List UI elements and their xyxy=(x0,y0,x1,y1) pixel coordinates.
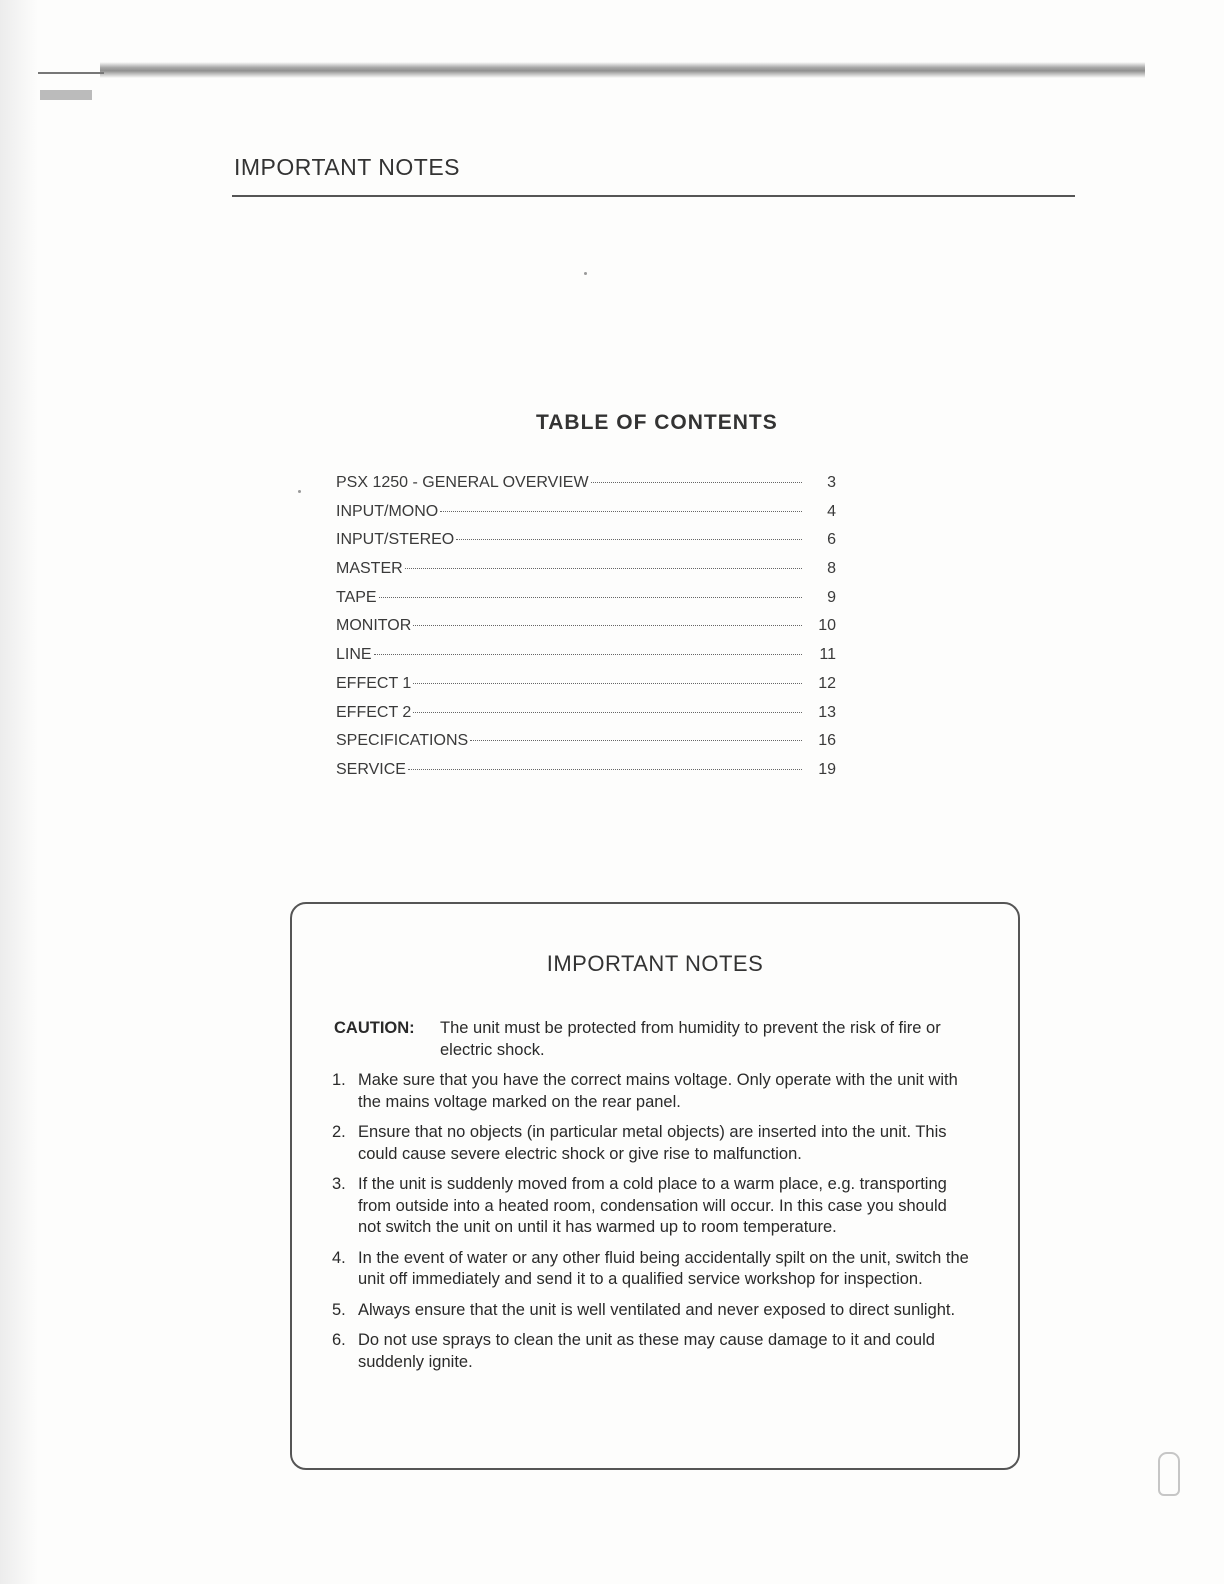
toc-entry[interactable] xyxy=(336,617,836,646)
binding-clip-mark xyxy=(1158,1452,1180,1496)
toc-entry[interactable] xyxy=(336,474,836,503)
list-item xyxy=(332,1070,972,1113)
toc-entry[interactable] xyxy=(336,531,836,560)
toc-leader xyxy=(470,740,802,741)
toc-entry-page: 16 xyxy=(818,732,836,750)
toc-entry-label: MASTER xyxy=(336,560,403,578)
list-item-text: If the unit is suddenly moved from a cold place to a warm place, e.g. transporting from outside into a heated room, condensation will occur. In this case you should not switch the unit on until it has warmed up to room temperature. xyxy=(358,1175,947,1236)
list-item xyxy=(332,1248,972,1291)
list-item-text: Always ensure that the unit is well ventilated and never exposed to direct sunlight. xyxy=(358,1300,956,1319)
list-item-number: 6. xyxy=(332,1331,346,1349)
caution-statement xyxy=(334,1017,974,1061)
toc-entry-page: 10 xyxy=(818,617,836,635)
toc-entry-label: TAPE xyxy=(336,588,377,606)
toc-entry-page: 6 xyxy=(827,531,836,549)
toc-entry-page: 12 xyxy=(818,674,836,692)
caution-label: CAUTION: xyxy=(334,1019,415,1037)
page-title: IMPORTANT NOTES xyxy=(234,154,461,180)
list-item xyxy=(332,1174,972,1239)
important-notes-box xyxy=(290,902,1020,1470)
toc-leader xyxy=(456,539,802,540)
toc-leader xyxy=(379,597,802,598)
caution-text: The unit must be protected from humidity to prevent the risk of fire or electric shock. xyxy=(440,1019,941,1059)
toc-entry[interactable] xyxy=(336,560,836,589)
toc-leader xyxy=(413,712,802,713)
list-item-text: In the event of water or any other fluid being accidentally spilt on the unit, switch the unit off immediately and send it to a qualified service workshop for inspection. xyxy=(358,1248,969,1288)
toc-leader xyxy=(405,568,802,569)
toc-entry-label: EFFECT 2 xyxy=(336,703,412,721)
toc-entry[interactable] xyxy=(336,675,836,704)
scan-speck xyxy=(584,272,587,275)
toc-entry[interactable] xyxy=(336,589,836,618)
toc-entry-label: MONITOR xyxy=(336,617,412,635)
scan-speck xyxy=(298,490,301,493)
list-item-text: Ensure that no objects (in particular metal objects) are inserted into the unit. This could cause severe electric shock or give rise to malfunction. xyxy=(358,1123,947,1163)
toc-entry[interactable] xyxy=(336,704,836,733)
toc-entry-label: SPECIFICATIONS xyxy=(336,732,469,750)
toc-leader xyxy=(591,482,802,483)
toc-leader xyxy=(413,625,802,626)
list-item-number: 5. xyxy=(332,1300,346,1319)
toc-entry-label: SERVICE xyxy=(336,760,406,778)
toc-entry[interactable] xyxy=(336,503,836,532)
toc-entry-page: 13 xyxy=(818,703,836,721)
toc-entry-page: 11 xyxy=(819,646,836,664)
title-underline xyxy=(232,195,1075,197)
notes-list xyxy=(332,1070,972,1382)
toc-entry-page: 8 xyxy=(827,560,836,578)
scan-edge-shadow xyxy=(0,0,38,1584)
toc-entry-label: EFFECT 1 xyxy=(336,674,412,692)
list-item-text: Do not use sprays to clean the unit as these may cause damage to it and could suddenly ignite. xyxy=(358,1331,935,1371)
toc-entry-label: PSX 1250 - GENERAL OVERVIEW xyxy=(336,474,589,491)
list-item-number: 4. xyxy=(332,1248,346,1267)
notes-box-title: IMPORTANT NOTES xyxy=(546,951,764,976)
table-of-contents xyxy=(336,474,836,790)
toc-leader xyxy=(374,654,802,655)
list-item-text: Make sure that you have the correct mains voltage. Only operate with the unit with the mains voltage marked on the rear panel. xyxy=(358,1071,958,1111)
toc-entry-page: 3 xyxy=(827,474,836,491)
list-item-number: 1. xyxy=(332,1071,346,1089)
header-corner-stub xyxy=(40,90,92,100)
toc-entry-page: 9 xyxy=(827,588,836,606)
toc-entry[interactable] xyxy=(336,646,836,675)
toc-entry-label: LINE xyxy=(336,646,372,664)
toc-entry[interactable] xyxy=(336,761,836,790)
toc-entry[interactable] xyxy=(336,732,836,761)
list-item-number: 2. xyxy=(332,1123,346,1141)
toc-leader xyxy=(408,769,802,770)
toc-entry-label: INPUT/MONO xyxy=(336,502,439,520)
list-item xyxy=(332,1300,972,1322)
toc-leader xyxy=(413,683,802,684)
toc-entry-label: INPUT/STEREO xyxy=(336,531,455,549)
toc-entry-page: 4 xyxy=(827,502,836,520)
list-item xyxy=(332,1122,972,1165)
toc-entry-page: 19 xyxy=(818,760,836,778)
toc-leader xyxy=(440,511,802,512)
list-item-number: 3. xyxy=(332,1175,346,1193)
toc-title: TABLE OF CONTENTS xyxy=(536,411,778,434)
list-item xyxy=(332,1330,972,1373)
top-header-rule xyxy=(100,62,1145,78)
